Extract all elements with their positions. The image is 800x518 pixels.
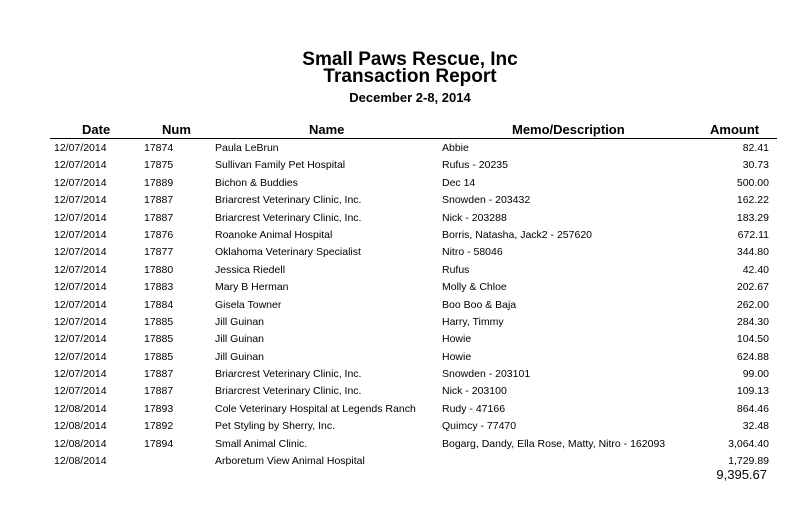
cell-memo: Nitro - 58046 [442,246,503,259]
cell-memo: Snowden - 203101 [442,368,531,381]
cell-amount: 624.88 [736,350,769,363]
cell-name: Roanoke Animal Hospital [215,228,333,241]
cell-name: Briarcrest Veterinary Clinic, Inc. [215,194,362,207]
cell-date: 12/07/2014 [54,246,107,259]
cell-amount: 82.41 [742,142,769,154]
cell-memo: Snowden - 203432 [442,194,531,207]
report-title: Transaction Report [323,66,497,87]
table-row [0,401,800,418]
cell-name: Bichon & Buddies [215,176,298,189]
cell-memo: Rufus - 20235 [442,159,508,172]
cell-date: 12/07/2014 [54,194,107,207]
cell-amount: 284.30 [736,315,769,328]
cell-date: 12/08/2014 [54,420,107,433]
cell-name: Jill Guinan [215,333,265,346]
cell-amount: 3,064.40 [728,437,769,450]
cell-memo: Boo Boo & Baja [442,298,517,311]
table-row [0,314,800,331]
cell-memo: Bogarg, Dandy, Ella Rose, Matty, Nitro - 162093 [442,437,666,450]
cell-name: Jill Guinan [215,315,265,328]
cell-amount: 32.48 [742,420,769,433]
table-row [0,210,800,227]
cell-memo: Nick - 203288 [442,211,507,224]
cell-amount: 30.73 [742,159,769,172]
cell-date: 12/07/2014 [54,368,107,381]
cell-name: Pet Styling by Sherry, Inc. [215,420,336,433]
table-row [0,279,800,296]
cell-amount: 344.80 [736,246,769,259]
cell-num: 17883 [144,281,174,294]
cell-num: 17885 [144,315,174,328]
cell-amount: 672.11 [737,228,769,241]
cell-date: 12/08/2014 [54,455,107,468]
cell-name: Gisela Towner [215,298,282,311]
table-row [0,297,800,314]
table-row [0,383,800,400]
cell-memo: Dec 14 [442,176,476,189]
cell-name: Briarcrest Veterinary Clinic, Inc. [215,368,362,381]
cell-num: 17894 [144,437,174,450]
cell-memo: Rufus [442,263,470,276]
column-header-num: Num [162,122,191,137]
cell-memo: Molly & Chloe [442,281,507,294]
table-row [0,192,800,209]
cell-num: 17887 [144,368,174,381]
cell-name: Arboretum View Animal Hospital [215,455,365,468]
cell-date: 12/07/2014 [54,315,107,328]
transaction-table-body [0,140,800,470]
cell-num: 17889 [144,176,174,189]
grand-total: 9,395.67 [716,467,767,482]
cell-name: Sullivan Family Pet Hospital [215,159,346,172]
header-divider [50,138,777,139]
cell-amount: 162.22 [736,194,769,207]
cell-date: 12/07/2014 [54,159,107,172]
table-row [0,331,800,348]
cell-memo: Borris, Natasha, Jack2 - 257620 [442,228,592,241]
column-header-amount: Amount [710,122,760,137]
cell-num: 17884 [144,298,174,311]
cell-date: 12/07/2014 [54,298,107,311]
table-row [0,262,800,279]
cell-date: 12/07/2014 [54,350,107,363]
cell-memo: Harry, Timmy [442,315,504,328]
cell-date: 12/07/2014 [54,263,107,276]
cell-num: 17880 [144,263,174,276]
table-row [0,157,800,174]
cell-num: 17885 [144,350,174,363]
cell-num: 17892 [144,420,174,433]
cell-amount: 202.67 [736,281,769,294]
cell-num: 17885 [144,333,174,346]
cell-amount: 109.13 [736,385,769,398]
cell-memo: Nick - 203100 [442,385,507,398]
table-row [0,349,800,366]
cell-memo: Howie [442,350,472,363]
cell-amount: 42.40 [742,263,769,276]
cell-num: 17874 [144,142,174,154]
table-row [0,436,800,453]
cell-name: Briarcrest Veterinary Clinic, Inc. [215,211,362,224]
cell-amount: 183.29 [736,211,769,224]
table-row [0,366,800,383]
cell-date: 12/08/2014 [54,402,107,415]
cell-num: 17877 [144,246,174,259]
cell-date: 12/07/2014 [54,385,107,398]
table-row [0,140,800,157]
cell-memo: Howie [442,333,472,346]
column-header-date: Date [82,122,111,137]
cell-memo: Rudy - 47166 [442,402,506,415]
cell-memo: Abbie [442,142,469,154]
cell-date: 12/07/2014 [54,211,107,224]
column-header-memo: Memo/Description [512,122,625,137]
cell-date: 12/07/2014 [54,142,107,154]
cell-num: 17887 [144,211,174,224]
cell-name: Mary B Herman [215,281,289,294]
column-header-name: Name [309,122,345,137]
organization-name: Small Paws Rescue, Inc [302,49,518,70]
cell-name: Paula LeBrun [215,142,279,154]
table-row [0,244,800,261]
cell-date: 12/07/2014 [54,281,107,294]
cell-amount: 99.00 [742,368,769,381]
cell-name: Small Animal Clinic. [215,437,308,450]
cell-name: Jessica Riedell [215,263,286,276]
table-row [0,227,800,244]
cell-amount: 1,729.89 [728,455,769,468]
cell-date: 12/08/2014 [54,437,107,450]
table-row [0,418,800,435]
cell-num: 17887 [144,194,174,207]
cell-amount: 864.46 [736,402,769,415]
cell-name: Cole Veterinary Hospital at Legends Ranch [215,402,416,415]
cell-num: 17887 [144,385,174,398]
cell-name: Oklahoma Veterinary Specialist [215,246,361,259]
table-row [0,175,800,192]
cell-num: 17875 [144,159,174,172]
cell-name: Jill Guinan [215,350,265,363]
cell-num: 17876 [144,228,174,241]
cell-num: 17893 [144,402,174,415]
cell-date: 12/07/2014 [54,333,107,346]
cell-date: 12/07/2014 [54,228,107,241]
cell-name: Briarcrest Veterinary Clinic, Inc. [215,385,362,398]
cell-date: 12/07/2014 [54,176,107,189]
cell-amount: 262.00 [736,298,769,311]
report-date-range: December 2-8, 2014 [349,90,471,105]
table-row [0,453,800,470]
cell-memo: Quimcy - 77470 [442,420,517,433]
cell-amount: 104.50 [736,333,769,346]
cell-amount: 500.00 [736,176,769,189]
